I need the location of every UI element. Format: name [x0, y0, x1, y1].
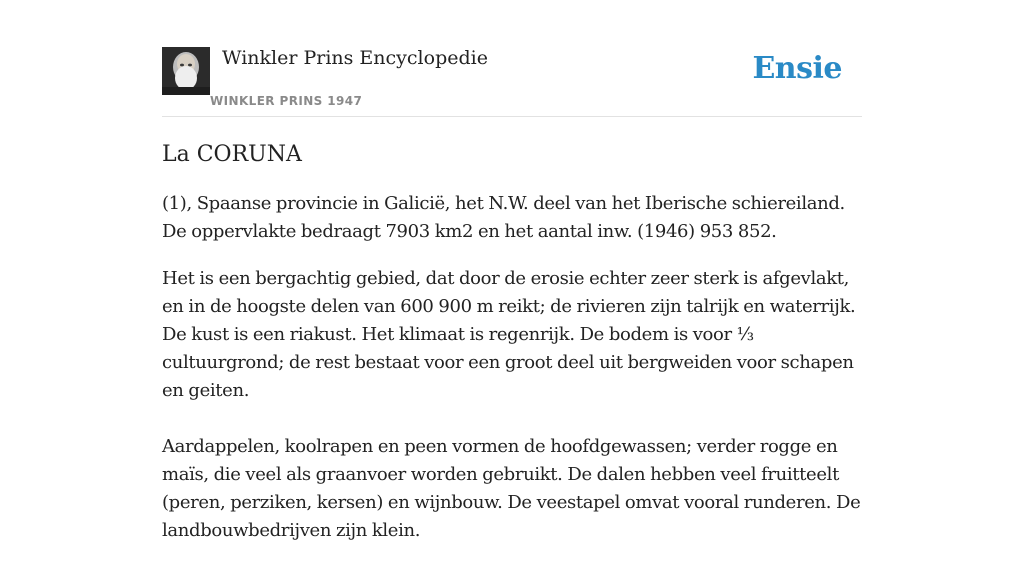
entry-content [162, 140, 862, 564]
entry-paragraph-3: Aardappelen, koolrapen en peen vormen de hoofdgewassen; verder rogge en maïs, die veel als graanvoer worden gebruikt. De dalen hebben veel fruitteelt (peren, perziken, kersen) en wijnbouw. De veestapel omvat vooral runderen. De landbouwbedrijven zijn klein. [162, 436, 861, 541]
portrait-image [162, 47, 210, 95]
source-header [162, 0, 862, 117]
entry-title: La CORUNA [162, 142, 302, 167]
author-avatar[interactable] [162, 47, 210, 95]
edition-label[interactable]: WINKLER PRINS 1947 [210, 94, 363, 108]
paragraph-gap [162, 405, 862, 433]
source-title[interactable]: Winkler Prins Encyclopedie [222, 47, 488, 69]
brand-logo[interactable]: Ensie [752, 51, 842, 86]
entry-paragraph-2: Het is een bergachtig gebied, dat door de erosie echter zeer sterk is afgevlakt, en in de hoogste delen van 600 900 m reikt; de rivieren zijn talrijk en waterrijk. De kust is een riakust. Het klimaat is regenrijk. De bodem is voor ⅓ cultuurgrond; de rest bestaat voor een groot deel uit bergweiden voor schapen en geiten. [162, 268, 856, 401]
entry-paragraph-1: (1), Spaanse provincie in Galicië, het N.W. deel van het Iberische schiereiland. De oppervlakte bedraagt 7903 km2 en het aantal inw. (1946) 953 852. [162, 193, 845, 242]
